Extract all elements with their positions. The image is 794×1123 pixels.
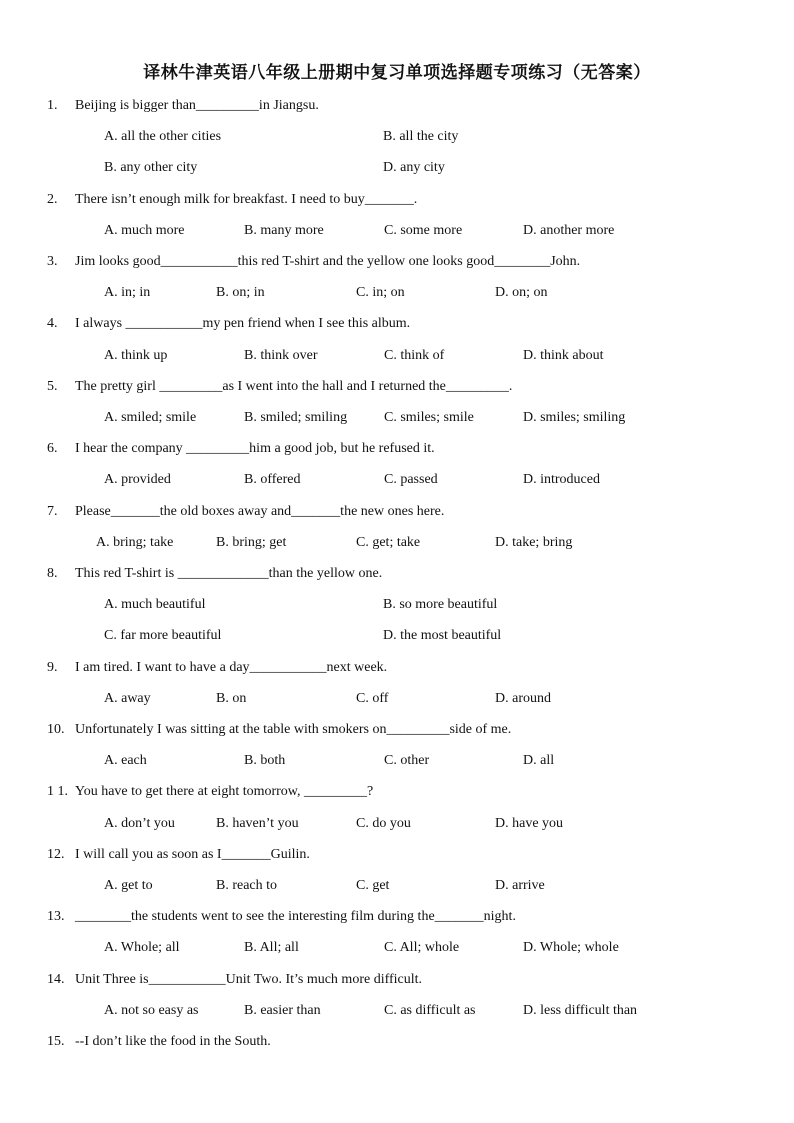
question xyxy=(47,379,512,395)
option: D. all xyxy=(523,753,555,768)
question-text: I hear the company _________him a good job, but he refused it. xyxy=(75,441,435,456)
option: B. reach to xyxy=(216,878,278,893)
question-number: 5. xyxy=(47,379,58,394)
question-number: 4. xyxy=(47,316,58,331)
question-text: I will call you as soon as I_______Guilin. xyxy=(75,847,310,862)
question-number: 1. xyxy=(47,98,58,113)
option: C. far more beautiful xyxy=(104,628,222,643)
option: D. any city xyxy=(383,160,445,175)
question-text: The pretty girl _________as I went into the hall and I returned the_________. xyxy=(75,379,513,394)
option: C. in; on xyxy=(356,285,405,300)
question-text: I am tired. I want to have a day___________next week. xyxy=(75,660,388,675)
option: C. smiles; smile xyxy=(384,410,474,425)
option: D. introduced xyxy=(523,472,600,487)
question-text: Beijing is bigger than_________in Jiangsu. xyxy=(75,98,319,113)
option: D. another more xyxy=(523,223,615,238)
option: A. think up xyxy=(104,348,168,363)
option: C. passed xyxy=(384,472,438,487)
option: A. bring; take xyxy=(96,535,174,550)
question-text: --I don’t like the food in the South. xyxy=(75,1034,271,1049)
option: B. any other city xyxy=(104,160,198,175)
option: D. think about xyxy=(523,348,604,363)
question-number: 7. xyxy=(47,504,58,519)
question xyxy=(47,254,580,270)
question-text: ________the students went to see the interesting film during the_______night. xyxy=(75,909,516,924)
option: B. both xyxy=(244,753,286,768)
option: D. smiles; smiling xyxy=(523,410,626,425)
option: A. much beautiful xyxy=(104,597,206,612)
question xyxy=(47,316,410,332)
option: B. All; all xyxy=(244,940,299,955)
question-text: I always ___________my pen friend when I see this album. xyxy=(75,316,411,331)
question xyxy=(47,192,417,208)
question-number: 9. xyxy=(47,660,58,675)
option: A. not so easy as xyxy=(104,1003,199,1018)
option: B. offered xyxy=(244,472,301,487)
option: A. smiled; smile xyxy=(104,410,197,425)
option: C. some more xyxy=(384,223,463,238)
question-text: This red T-shirt is _____________than the yellow one. xyxy=(75,566,383,581)
question-number: 12. xyxy=(47,847,65,862)
option: A. each xyxy=(104,753,147,768)
option: B. all the city xyxy=(383,129,459,144)
question-number: 8. xyxy=(47,566,58,581)
question xyxy=(47,1034,271,1050)
question-number: 10. xyxy=(47,722,65,737)
page-title: 译林牛津英语八年级上册期中复习单项选择题专项练习（无答案） xyxy=(143,63,651,83)
option: A. in; in xyxy=(104,285,151,300)
option: A. much more xyxy=(104,223,185,238)
question xyxy=(47,566,382,582)
option: C. do you xyxy=(356,816,411,831)
option: B. so more beautiful xyxy=(383,597,498,612)
option: D. arrive xyxy=(495,878,545,893)
option: D. Whole; whole xyxy=(523,940,619,955)
question xyxy=(47,504,444,520)
question xyxy=(47,722,511,738)
question xyxy=(47,784,373,800)
option: A. away xyxy=(104,691,151,706)
question xyxy=(47,972,422,988)
option: D. on; on xyxy=(495,285,548,300)
option: C. other xyxy=(384,753,430,768)
option: A. provided xyxy=(104,472,171,487)
option: B. haven’t you xyxy=(216,816,299,831)
option: B. on; in xyxy=(216,285,265,300)
question-text: Jim looks good___________this red T-shirt and the yellow one looks good________John. xyxy=(75,254,581,269)
question-text: Please_______the old boxes away and_______the new ones here. xyxy=(75,504,445,519)
option: D. have you xyxy=(495,816,564,831)
option: B. smiled; smiling xyxy=(244,410,348,425)
option: A. don’t you xyxy=(104,816,175,831)
option: A. all the other cities xyxy=(104,129,222,144)
question xyxy=(47,98,319,114)
question-number: 15. xyxy=(47,1034,65,1049)
option: D. the most beautiful xyxy=(383,628,502,643)
question-number: 3. xyxy=(47,254,58,269)
option: B. many more xyxy=(244,223,324,238)
question-text: Unfortunately I was sitting at the table with smokers on_________side of me. xyxy=(75,722,512,737)
question xyxy=(47,909,516,925)
option: C. as difficult as xyxy=(384,1003,476,1018)
option: C. think of xyxy=(384,348,445,363)
question-number: 6. xyxy=(47,441,58,456)
option: D. take; bring xyxy=(495,535,573,550)
option: B. easier than xyxy=(244,1003,321,1018)
option: A. Whole; all xyxy=(104,940,180,955)
option: A. get to xyxy=(104,878,153,893)
question-text: You have to get there at eight tomorrow, _________? xyxy=(75,784,374,799)
option: D. around xyxy=(495,691,551,706)
question-text: There isn’t enough milk for breakfast. I need to buy_______. xyxy=(75,192,418,207)
question xyxy=(47,660,387,676)
question-number: 2. xyxy=(47,192,58,207)
option: B. on xyxy=(216,691,247,706)
question-number: 1 1. xyxy=(47,784,68,799)
option: B. bring; get xyxy=(216,535,287,550)
question xyxy=(47,847,310,863)
option: C. get; take xyxy=(356,535,421,550)
option: D. less difficult than xyxy=(523,1003,638,1018)
question-number: 13. xyxy=(47,909,65,924)
option: C. get xyxy=(356,878,390,893)
option: C. All; whole xyxy=(384,940,460,955)
question-text: Unit Three is___________Unit Two. It’s much more difficult. xyxy=(75,972,423,987)
question-number: 14. xyxy=(47,972,65,987)
option: C. off xyxy=(356,691,389,706)
question xyxy=(47,441,435,457)
option: B. think over xyxy=(244,348,318,363)
